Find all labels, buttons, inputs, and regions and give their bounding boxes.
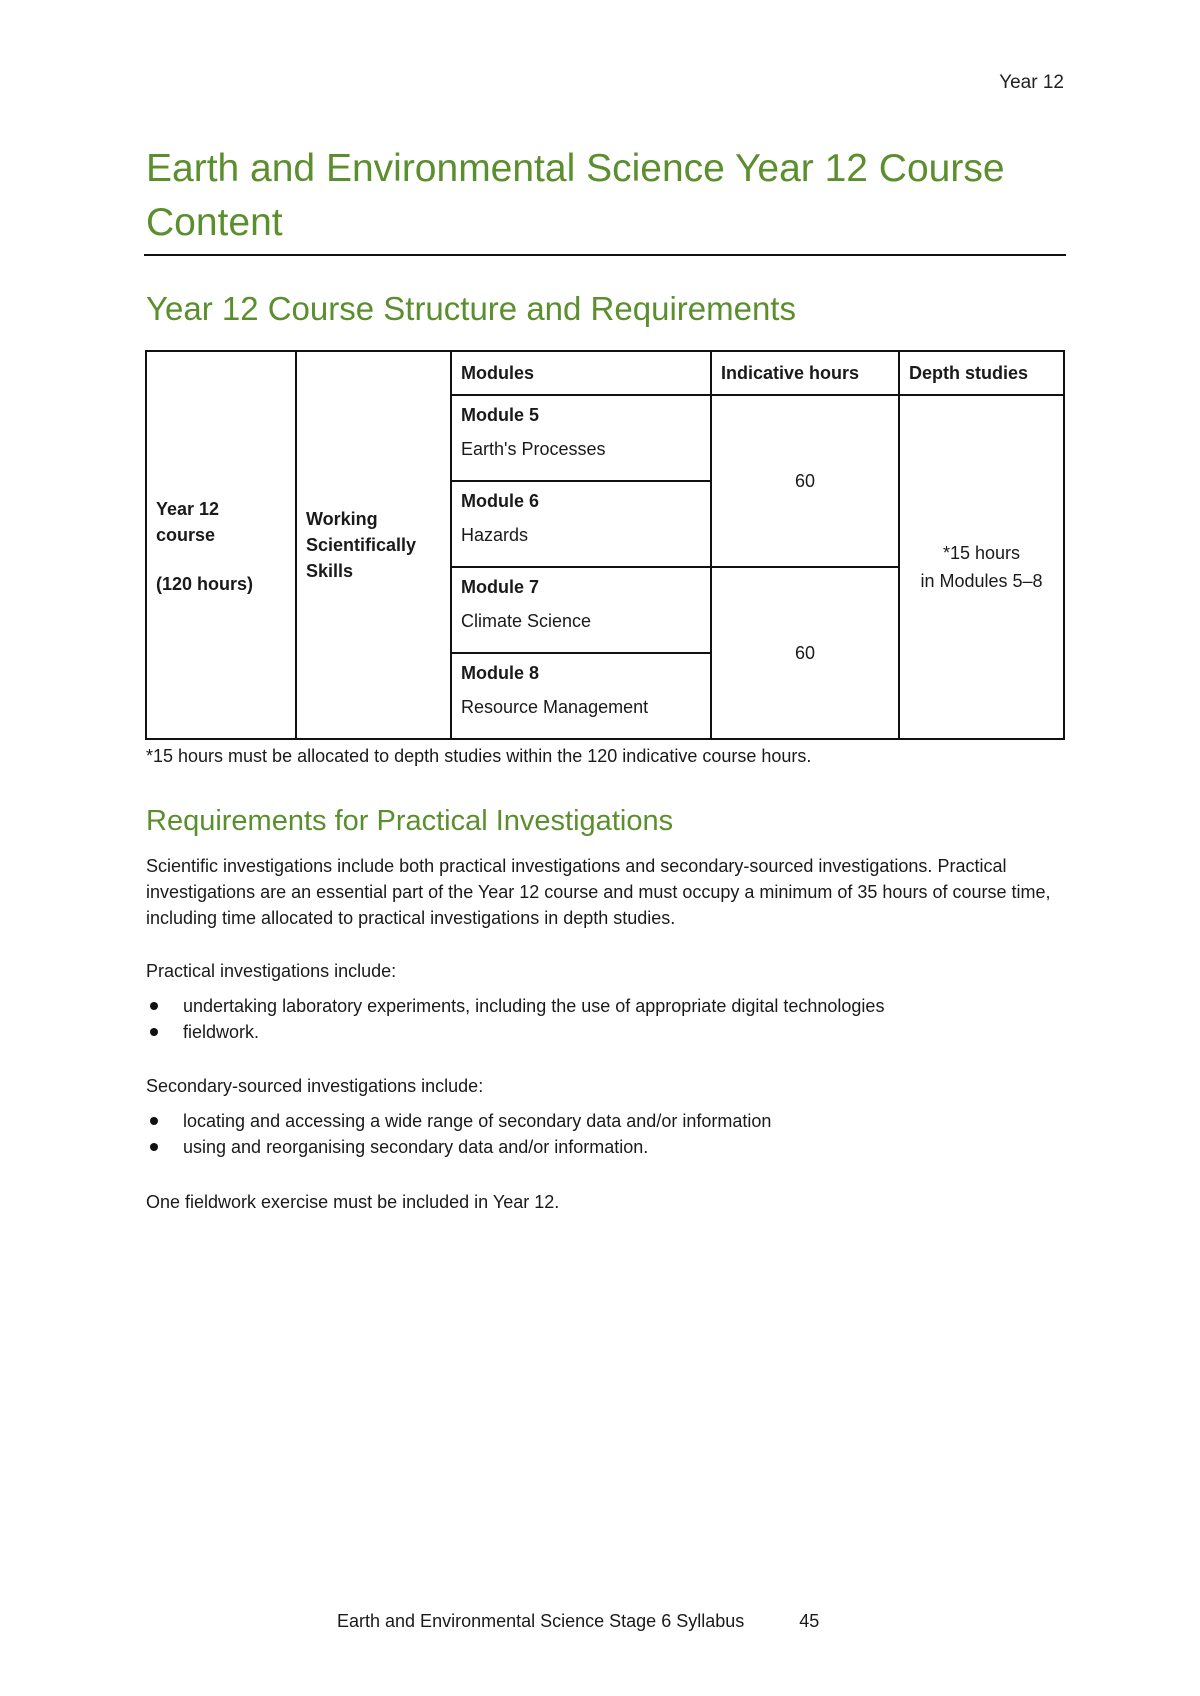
list-item-text: undertaking laboratory experiments, including the use of appropriate digital technologies bbox=[183, 996, 885, 1016]
section-heading: Year 12 Course Structure and Requirements bbox=[146, 290, 796, 327]
running-header: Year 12 bbox=[999, 72, 1064, 93]
course-structure-table bbox=[145, 350, 1065, 740]
page-title: Earth and Environmental Science Year 12 Course Content bbox=[146, 147, 1005, 244]
module-title: Earth's Processes bbox=[461, 439, 606, 459]
practical-list bbox=[146, 993, 884, 1045]
table-footnote: *15 hours must be allocated to depth studies within the 120 indicative course hours. bbox=[146, 746, 812, 766]
hours-cell: 60 bbox=[711, 395, 899, 567]
module-name: Module 6 bbox=[461, 491, 540, 511]
course-cell bbox=[146, 351, 296, 739]
secondary-list bbox=[146, 1108, 771, 1160]
course-label: Year 12 course bbox=[156, 498, 220, 545]
depth-hours: *15 hours bbox=[942, 543, 1021, 563]
list-item bbox=[146, 993, 884, 1019]
module-cell bbox=[451, 395, 711, 481]
hours-cell: 60 bbox=[711, 567, 899, 739]
footer-title: Earth and Environmental Science Stage 6 Syllabus bbox=[337, 1611, 745, 1631]
module-title: Hazards bbox=[461, 525, 529, 545]
modules-header: Modules bbox=[451, 351, 711, 395]
table-header-row bbox=[146, 351, 1064, 395]
closing-paragraph: One fieldwork exercise must be included in Year 12. bbox=[146, 1192, 560, 1212]
indicative-hours-header: Indicative hours bbox=[711, 351, 899, 395]
depth-studies-header: Depth studies bbox=[899, 351, 1064, 395]
list-item-text: using and reorganising secondary data and/or information. bbox=[183, 1137, 649, 1157]
bullet-icon bbox=[150, 1002, 158, 1010]
practical-heading: Requirements for Practical Investigations bbox=[146, 805, 674, 837]
list-item bbox=[146, 1019, 884, 1045]
module-name: Module 7 bbox=[461, 577, 540, 597]
page-number: 45 bbox=[799, 1611, 820, 1631]
secondary-lead: Secondary-sourced investigations include: bbox=[146, 1076, 484, 1096]
list-item bbox=[146, 1108, 771, 1134]
bullet-icon bbox=[150, 1028, 158, 1036]
module-name: Module 5 bbox=[461, 405, 540, 425]
intro-paragraph: Scientific investigations include both practical investigations and secondary-sourced investigations. Practical investigations are an essential part of the Year 12 course and must occupy a minimum of 35 hours of course time, including time allocated to practical investigations in depth studies. bbox=[146, 856, 1051, 928]
module-title: Climate Science bbox=[461, 611, 592, 631]
module-title: Resource Management bbox=[461, 697, 649, 717]
depth-studies-cell bbox=[899, 395, 1064, 739]
practical-lead: Practical investigations include: bbox=[146, 961, 397, 981]
list-item bbox=[146, 1134, 771, 1160]
module-name: Module 8 bbox=[461, 663, 540, 683]
bullet-icon bbox=[150, 1117, 158, 1125]
module-cell bbox=[451, 653, 711, 739]
list-item-text: fieldwork. bbox=[183, 1022, 260, 1042]
depth-modules: in Modules 5–8 bbox=[920, 571, 1043, 591]
course-hours: (120 hours) bbox=[156, 573, 254, 594]
page-footer bbox=[337, 1611, 819, 1632]
module-cell bbox=[451, 481, 711, 567]
skills-cell: Working Scientifically Skills bbox=[296, 351, 451, 739]
module-cell bbox=[451, 567, 711, 653]
title-divider bbox=[144, 254, 1066, 256]
list-item-text: locating and accessing a wide range of secondary data and/or information bbox=[183, 1111, 772, 1131]
bullet-icon bbox=[150, 1143, 158, 1151]
